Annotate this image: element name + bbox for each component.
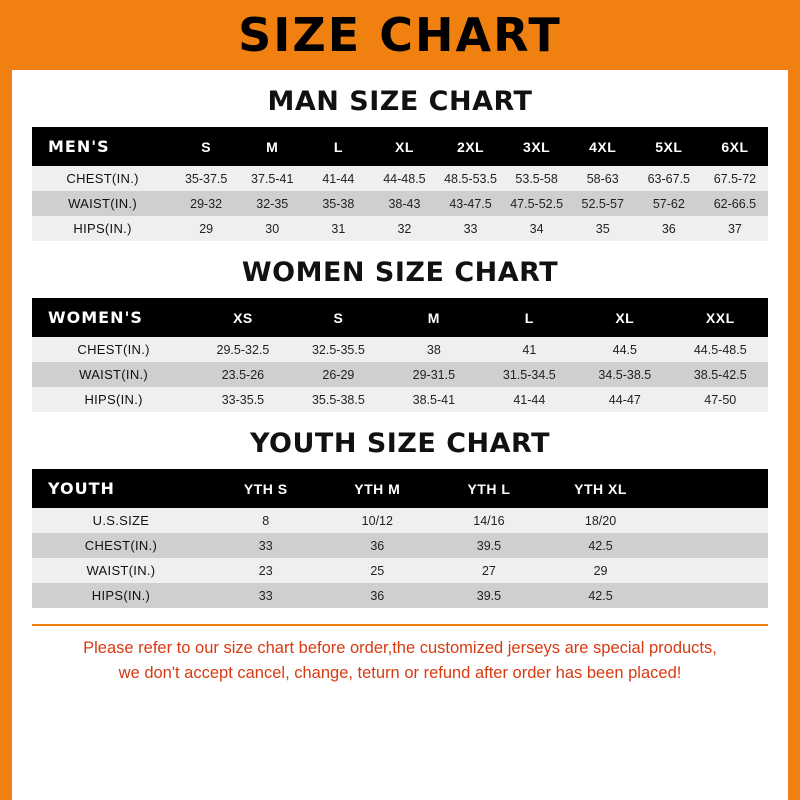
row-label: HIPS(IN.) [32, 387, 195, 412]
section-title-youth: YOUTH SIZE CHART [249, 428, 551, 459]
cell-spacer [656, 533, 768, 558]
youth-table-head [32, 469, 768, 508]
cell: 41-44 [482, 387, 577, 412]
cell: 52.5-57 [570, 191, 636, 216]
row-label: CHEST(IN.) [32, 166, 173, 191]
page-title: SIZE CHART [238, 8, 562, 62]
note-line-2: we don't accept cancel, change, teturn or refund after order has been placed! [118, 663, 682, 682]
table-row [32, 387, 768, 412]
cell: 10/12 [322, 508, 434, 533]
women-col-header: XS [195, 298, 290, 337]
table-row [32, 166, 768, 191]
cell: 41-44 [305, 166, 371, 191]
cell: 18/20 [545, 508, 657, 533]
cell: 38 [386, 337, 481, 362]
cell: 32.5-35.5 [291, 337, 386, 362]
table-header-row [32, 298, 768, 337]
table-row [32, 583, 768, 608]
men-col-header: L [305, 127, 371, 166]
men-size-table [32, 127, 768, 241]
women-table-corner: WOMEN'S [32, 298, 195, 337]
youth-table-corner: YOUTH [32, 469, 210, 508]
section-title-men: MAN SIZE CHART [267, 86, 533, 117]
section-title-women: WOMEN SIZE CHART [241, 257, 559, 288]
cell: 39.5 [433, 583, 545, 608]
cell: 44.5-48.5 [673, 337, 768, 362]
cell: 29 [545, 558, 657, 583]
cell: 44-48.5 [371, 166, 437, 191]
women-col-header: L [482, 298, 577, 337]
cell: 47.5-52.5 [504, 191, 570, 216]
cell: 37 [702, 216, 768, 241]
cell: 29-32 [173, 191, 239, 216]
cell: 36 [636, 216, 702, 241]
men-col-header: 3XL [504, 127, 570, 166]
cell: 35-37.5 [173, 166, 239, 191]
cell: 31 [305, 216, 371, 241]
table-row [32, 558, 768, 583]
men-col-header: 4XL [570, 127, 636, 166]
men-table-head [32, 127, 768, 166]
youth-col-header: YTH S [210, 469, 322, 508]
table-row [32, 508, 768, 533]
table-header-row [32, 469, 768, 508]
cell: 33-35.5 [195, 387, 290, 412]
cell: 38.5-41 [386, 387, 481, 412]
cell: 29-31.5 [386, 362, 481, 387]
men-col-header: 2XL [437, 127, 503, 166]
cell: 43-47.5 [437, 191, 503, 216]
chart-content [12, 86, 788, 686]
page-banner [12, 0, 788, 70]
cell: 44.5 [577, 337, 672, 362]
cell: 47-50 [673, 387, 768, 412]
cell: 29.5-32.5 [195, 337, 290, 362]
youth-col-header: YTH M [322, 469, 434, 508]
row-label: WAIST(IN.) [32, 362, 195, 387]
men-col-header: XL [371, 127, 437, 166]
women-table-body [32, 337, 768, 412]
cell: 57-62 [636, 191, 702, 216]
cell: 8 [210, 508, 322, 533]
cell: 30 [239, 216, 305, 241]
youth-col-header-spacer [656, 469, 768, 508]
table-header-row [32, 127, 768, 166]
cell: 39.5 [433, 533, 545, 558]
cell: 67.5-72 [702, 166, 768, 191]
row-label: HIPS(IN.) [32, 216, 173, 241]
cell: 23.5-26 [195, 362, 290, 387]
cell-spacer [656, 508, 768, 533]
row-label: U.S.SIZE [32, 508, 210, 533]
cell: 42.5 [545, 583, 657, 608]
men-col-header: S [173, 127, 239, 166]
cell: 62-66.5 [702, 191, 768, 216]
cell: 14/16 [433, 508, 545, 533]
women-table-head [32, 298, 768, 337]
cell: 33 [437, 216, 503, 241]
women-col-header: XXL [673, 298, 768, 337]
youth-col-header: YTH XL [545, 469, 657, 508]
row-label: CHEST(IN.) [32, 337, 195, 362]
cell-spacer [656, 583, 768, 608]
cell: 33 [210, 533, 322, 558]
table-row [32, 191, 768, 216]
cell: 34.5-38.5 [577, 362, 672, 387]
cell: 32 [371, 216, 437, 241]
youth-size-table [32, 469, 768, 608]
table-row [32, 533, 768, 558]
women-size-table [32, 298, 768, 412]
cell: 53.5-58 [504, 166, 570, 191]
cell: 44-47 [577, 387, 672, 412]
youth-col-header: YTH L [433, 469, 545, 508]
men-table-body [32, 166, 768, 241]
cell: 31.5-34.5 [482, 362, 577, 387]
cell: 23 [210, 558, 322, 583]
cell: 35-38 [305, 191, 371, 216]
row-label: WAIST(IN.) [32, 191, 173, 216]
note-line-1: Please refer to our size chart before order,the customized jerseys are special products, [83, 639, 717, 657]
cell: 42.5 [545, 533, 657, 558]
cell: 38.5-42.5 [673, 362, 768, 387]
cell: 38-43 [371, 191, 437, 216]
men-table-corner: MEN'S [32, 127, 173, 166]
cell: 36 [322, 583, 434, 608]
cell: 37.5-41 [239, 166, 305, 191]
women-col-header: M [386, 298, 481, 337]
cell: 58-63 [570, 166, 636, 191]
cell: 33 [210, 583, 322, 608]
women-col-header: S [291, 298, 386, 337]
cell-spacer [656, 558, 768, 583]
cell: 34 [504, 216, 570, 241]
row-label: HIPS(IN.) [32, 583, 210, 608]
cell: 41 [482, 337, 577, 362]
cell: 32-35 [239, 191, 305, 216]
cell: 35 [570, 216, 636, 241]
cell: 36 [322, 533, 434, 558]
table-row [32, 216, 768, 241]
cell: 25 [322, 558, 434, 583]
table-row [32, 362, 768, 387]
table-row [32, 337, 768, 362]
men-col-header: 5XL [636, 127, 702, 166]
order-policy-note [32, 624, 768, 686]
row-label: WAIST(IN.) [32, 558, 210, 583]
cell: 27 [433, 558, 545, 583]
women-col-header: XL [577, 298, 672, 337]
cell: 26-29 [291, 362, 386, 387]
cell: 35.5-38.5 [291, 387, 386, 412]
youth-table-body [32, 508, 768, 608]
cell: 29 [173, 216, 239, 241]
cell: 48.5-53.5 [437, 166, 503, 191]
cell: 63-67.5 [636, 166, 702, 191]
row-label: CHEST(IN.) [32, 533, 210, 558]
men-col-header: 6XL [702, 127, 768, 166]
men-col-header: M [239, 127, 305, 166]
